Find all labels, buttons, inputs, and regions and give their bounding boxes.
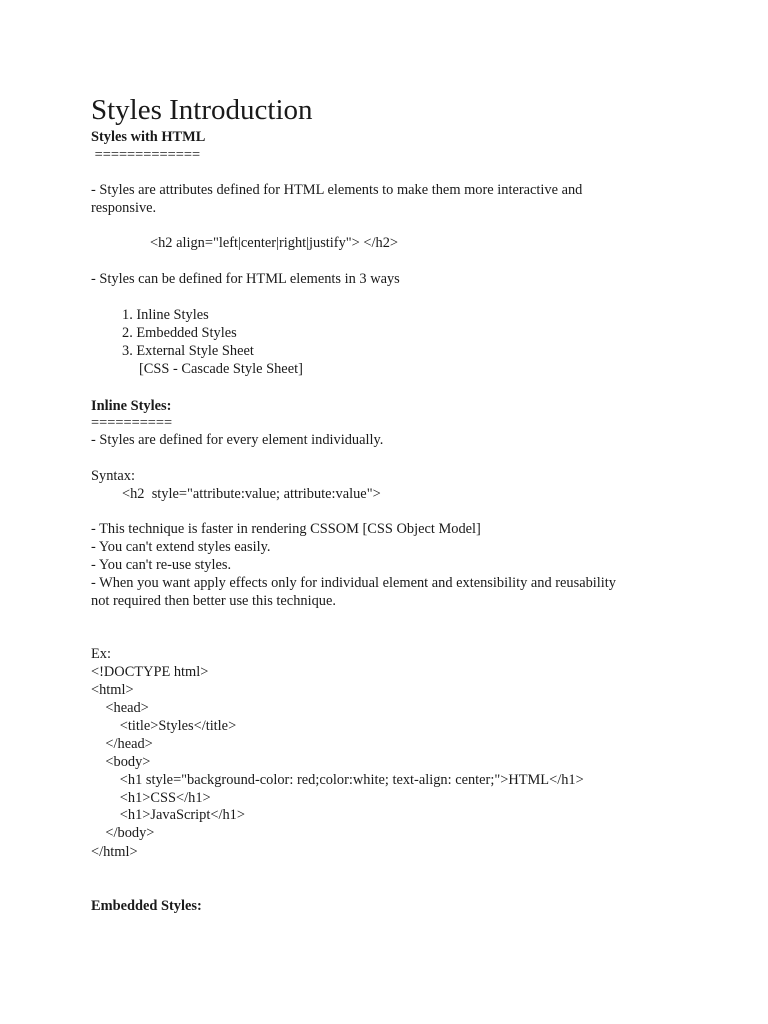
inline-desc: - Styles are defined for every element individually. — [91, 432, 384, 448]
code-line: </html> — [91, 844, 138, 860]
syntax-label: Syntax: — [91, 468, 135, 484]
intro-line-2: responsive. — [91, 200, 157, 216]
inline-heading: Inline Styles: — [91, 398, 172, 414]
way-item-external: 3. External Style Sheet — [122, 343, 254, 359]
point-3: - You can't re-use styles. — [91, 557, 232, 573]
code-line: </body> — [91, 825, 155, 841]
code-line: <!DOCTYPE html> — [91, 664, 209, 680]
code-line: <h1>JavaScript</h1> — [91, 807, 245, 823]
code-line: <head> — [91, 700, 149, 716]
point-2: - You can't extend styles easily. — [91, 539, 271, 555]
css-note: [CSS - Cascade Style Sheet] — [139, 361, 303, 377]
code-line: </head> — [91, 736, 153, 752]
syntax-code: <h2 style="attribute:value; attribute:value"> — [122, 486, 381, 502]
subtitle-rule: ============= — [91, 147, 201, 163]
point-4: - When you want apply effects only for individual element and extensibility and reusability — [91, 575, 616, 591]
code-line: <title>Styles</title> — [91, 718, 237, 734]
code-line: <h1 style="background-color: red;color:white; text-align: center;">HTML</h1> — [91, 772, 584, 788]
code-line: <body> — [91, 754, 151, 770]
example-label: Ex: — [91, 646, 111, 662]
code-line: <html> — [91, 682, 134, 698]
point-1: - This technique is faster in rendering CSSOM [CSS Object Model] — [91, 521, 481, 537]
ways-intro: - Styles can be defined for HTML elements in 3 ways — [91, 271, 400, 287]
intro-line-1: - Styles are attributes defined for HTML elements to make them more interactive and — [91, 182, 583, 198]
code-line: <h1>CSS</h1> — [91, 790, 211, 806]
subtitle: Styles with HTML — [91, 129, 206, 145]
embedded-heading: Embedded Styles: — [91, 898, 202, 914]
point-5: not required then better use this technique. — [91, 593, 336, 609]
h2-example: <h2 align="left|center|right|justify"> </h2> — [150, 235, 398, 251]
way-item-inline: 1. Inline Styles — [122, 307, 209, 323]
way-item-embedded: 2. Embedded Styles — [122, 325, 237, 341]
inline-rule: ========== — [91, 415, 173, 431]
page-title: Styles Introduction — [91, 94, 313, 126]
